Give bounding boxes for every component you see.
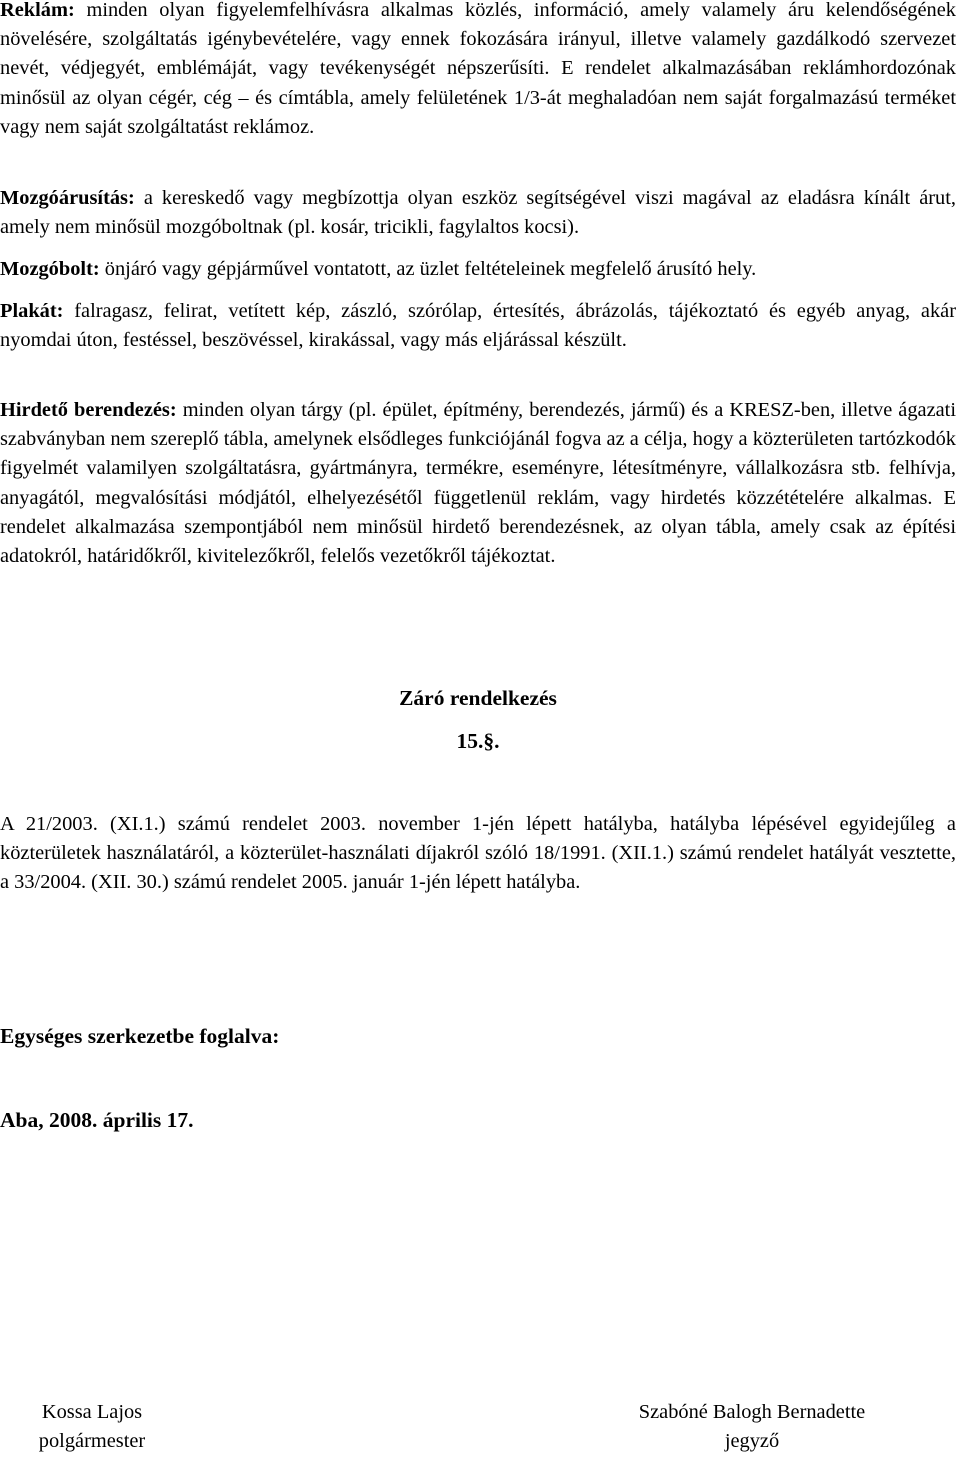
definition-term: Mozgóárusítás: <box>0 187 135 209</box>
signatory-name: Kossa Lajos <box>41 1401 143 1423</box>
definition-term: Mozgóbolt: <box>0 258 100 280</box>
definition-text: minden olyan tárgy (pl. épület, építmény, berendezés, jármű) és a KRESZ-ben, illetve ágazati szabványban nem szereplő tábla, amelynek elsődleges funkciójánál fogva az a célja, hogy a közterületen tartózkodók figyelmét valamilyen szolgáltatásra, gyártmányra, termékre, eseményre, létesítményre, vállalkozásra stb. felhívja, anyagától, megvalósítási módjától, elhelyezésétől függetlenül reklám, vagy hirdetés közzétételére alkalmas. E rendelet alkalmazása szempontjából nem minősül hirdető berendezésnek, az olyan tábla, amely csak az építési adatokról, határidőkről, kivitelezőkről, felelős vezetőkről tájékoztat. <box>0 399 957 568</box>
signature-notary <box>606 1398 898 1456</box>
definition-term: Hirdető berendezés: <box>0 399 177 421</box>
definition-text: a kereskedő vagy megbízottja olyan eszköz segítségével viszi magával az eladásra kínált árut, amely nem minősül mozgóboltnak (pl. kosár, tricikli, fagylaltos kocsi). <box>0 187 956 239</box>
signatory-name: Szabóné Balogh Bernadette <box>638 1401 866 1423</box>
signatory-title: jegyző <box>724 1430 780 1452</box>
definition-mozgoarusitas <box>0 184 956 242</box>
closing-section-number: 15.§. <box>456 729 500 753</box>
signatory-title: polgármester <box>38 1430 146 1452</box>
definition-term: Plakát: <box>0 300 64 322</box>
definition-term: Reklám: <box>0 0 75 21</box>
closing-paragraph: A 21/2003. (XI.1.) számú rendelet 2003. november 1-jén lépett hatályba, hatályba lépésével egyidejűleg a közterületek használatáról, a közterület-használati díjakról szóló 18/1991. (XII.1.) számú rendelet hatályát vesztette, a 33/2004. (XII. 30.) számú rendelet 2005. január 1-jén lépett hatályba. <box>0 813 956 894</box>
definition-text: önjáró vagy gépjárművel vontatott, az üzlet feltételeinek megfelelő árusító hely. <box>99 258 757 280</box>
definition-hirdeto-berendezes <box>0 396 956 571</box>
definition-reklam <box>0 0 956 142</box>
consolidated-label: Egységes szerkezetbe foglalva: <box>0 1024 280 1048</box>
definition-text: minden olyan figyelemfelhívásra alkalmas közlés, információ, amely valamely áru kelendőségének növelésére, szolgáltatás igénybevételére, vagy ennek fokozására irányul, illetve valamely gazdálkodó szervezet nevét, védjegyét, emblémáját, vagy tevékenységét népszerűsíti. E rendelet alkalmazásában reklámhordozónak minősül az olyan cégér, cég – és címtábla, amely felületének 1/3-át meghaladóan nem saját forgalmazású terméket vagy nem saját szolgáltatást reklámoz. <box>0 0 956 138</box>
definition-plakat <box>0 297 956 355</box>
place-date: Aba, 2008. április 17. <box>0 1108 194 1132</box>
definition-mozgobolt <box>0 255 956 284</box>
definition-text: falragasz, felirat, vetített kép, zászló, szórólap, értesítés, ábrázolás, tájékoztató és egyéb anyag, akár nyomdai úton, festéssel, beszövéssel, kirakással, vagy más eljárással készült. <box>0 300 956 352</box>
closing-section-title: Záró rendelkezés <box>399 686 557 710</box>
signature-mayor <box>22 1398 162 1456</box>
